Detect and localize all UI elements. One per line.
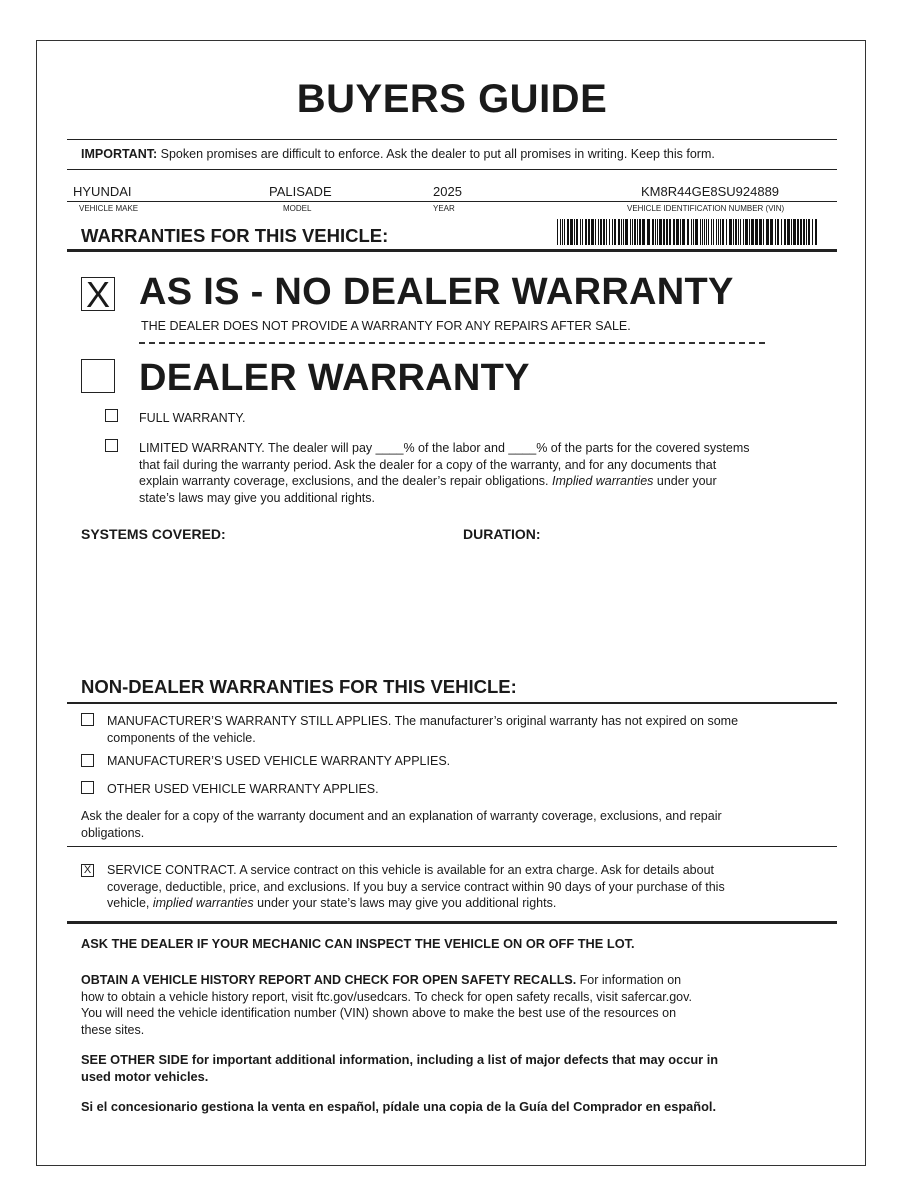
important-notice (81, 147, 715, 161)
bold-text: OBTAIN A VEHICLE HISTORY REPORT AND CHECK FOR OPEN SAFETY RECALLS. (81, 973, 577, 987)
limited-warranty-checkbox[interactable] (105, 439, 118, 452)
dealer-warranty-checkbox[interactable] (81, 359, 115, 393)
mechanic-inspect-text: ASK THE DEALER IF YOUR MECHANIC CAN INSPECT THE VEHICLE ON OR OFF THE LOT. (81, 936, 635, 951)
vin-label: VEHICLE IDENTIFICATION NUMBER (VIN) (627, 204, 785, 213)
warranties-heading: WARRANTIES FOR THIS VEHICLE: (81, 225, 389, 246)
year-label: YEAR (433, 204, 455, 213)
systems-covered-label: SYSTEMS COVERED: (81, 526, 226, 542)
important-text: Spoken promises are difficult to enforce. Ask the dealer to put all promises in writing. Keep this form. (160, 147, 715, 161)
text-span: under your (653, 474, 717, 488)
text-line: obligations. (81, 825, 145, 840)
vehicle-year: 2025 (433, 184, 462, 199)
buyers-guide-form (36, 40, 866, 1166)
divider (67, 702, 837, 704)
divider (67, 201, 837, 202)
text-span: For information on (576, 973, 682, 987)
as-is-subtitle: THE DEALER DOES NOT PROVIDE A WARRANTY FOR ANY REPAIRS AFTER SALE. (141, 319, 631, 333)
text-line: that fail during the warranty period. Ask the dealer for a copy of the warranty, and for any documents that (139, 457, 717, 472)
text-line (81, 972, 841, 989)
text-line: You will need the vehicle identification number (VIN) shown above to make the best use of the resources on (81, 1006, 677, 1020)
text-line: SEE OTHER SIDE for important additional information, including a list of major defects that may occur in (81, 1052, 719, 1067)
text-line: MANUFACTURER’S WARRANTY STILL APPLIES. The manufacturer’s original warranty has not expired on some (107, 714, 739, 728)
text-line: components of the vehicle. (107, 730, 256, 745)
important-label: IMPORTANT: (81, 147, 158, 161)
divider (67, 249, 837, 252)
used-vehicle-warranty-checkbox[interactable] (81, 754, 94, 767)
other-used-warranty-text: OTHER USED VEHICLE WARRANTY APPLIES. (107, 782, 379, 796)
italic-text: implied warranties (152, 896, 254, 910)
see-other-side-text (81, 1052, 851, 1085)
used-vehicle-warranty-text: MANUFACTURER’S USED VEHICLE WARRANTY APPLIES. (107, 754, 451, 768)
full-warranty-checkbox[interactable] (105, 409, 118, 422)
text-line: how to obtain a vehicle history report, visit ftc.gov/usedcars. To check for open safety recalls, visit safercar.gov. (81, 989, 692, 1004)
text-span: under your state’s laws may give you additional rights. (253, 896, 557, 910)
as-is-checkbox[interactable] (81, 274, 115, 315)
text-line: coverage, deductible, price, and exclusions. If you buy a service contract within 90 days of your purchase of this (107, 879, 725, 894)
dashed-divider (139, 342, 765, 344)
vehicle-make-label: VEHICLE MAKE (79, 204, 139, 213)
divider (67, 846, 837, 847)
checkbox-x-mark: X (85, 274, 110, 315)
vehicle-model: PALISADE (269, 184, 332, 199)
other-used-warranty-checkbox[interactable] (81, 781, 94, 794)
text-line (139, 473, 839, 490)
model-label: MODEL (283, 204, 312, 213)
vehicle-history-text (81, 972, 841, 1038)
divider (67, 921, 837, 924)
text-line: state’s laws may give you additional rights. (139, 490, 375, 505)
full-warranty-label: FULL WARRANTY. (139, 411, 246, 425)
text-span: vehicle, (107, 896, 153, 910)
duration-label: DURATION: (463, 526, 541, 542)
dealer-warranty-title: DEALER WARRANTY (139, 357, 530, 399)
italic-text: Implied warranties (551, 474, 654, 488)
vehicle-vin: KM8R44GE8SU924889 (641, 184, 780, 199)
text-line (107, 895, 725, 912)
text-line: these sites. (81, 1022, 145, 1037)
service-contract-text (107, 862, 725, 912)
text-span: explain warranty coverage, exclusions, and the dealer’s repair obligations. (139, 474, 552, 488)
vin-barcode (557, 219, 821, 245)
ask-dealer-copy-text (81, 808, 722, 841)
divider (67, 139, 837, 140)
limited-warranty-text (139, 440, 839, 506)
manufacturer-warranty-checkbox[interactable] (81, 713, 94, 726)
as-is-title: AS IS - NO DEALER WARRANTY (139, 271, 734, 313)
vehicle-make: HYUNDAI (73, 184, 132, 199)
checkbox-x-mark: X (83, 864, 92, 876)
text-line: Ask the dealer for a copy of the warranty document and an explanation of warranty coverage, exclusions, and repair (81, 809, 722, 823)
divider (67, 169, 837, 170)
text-line: used motor vehicles. (81, 1068, 209, 1084)
non-dealer-heading: NON-DEALER WARRANTIES FOR THIS VEHICLE: (81, 676, 517, 697)
text-line: SERVICE CONTRACT. A service contract on this vehicle is available for an extra charge. Ask for details about (107, 863, 714, 877)
page-title: BUYERS GUIDE (296, 77, 608, 121)
spanish-notice: Si el concesionario gestiona la venta en español, pídale una copia de la Guía del Comprador en español. (81, 1099, 717, 1114)
text-line: LIMITED WARRANTY. The dealer will pay ____% of the labor and ____% of the parts for the covered systems (139, 441, 750, 455)
service-contract-checkbox[interactable] (81, 864, 94, 877)
manufacturer-warranty-text (107, 713, 738, 746)
